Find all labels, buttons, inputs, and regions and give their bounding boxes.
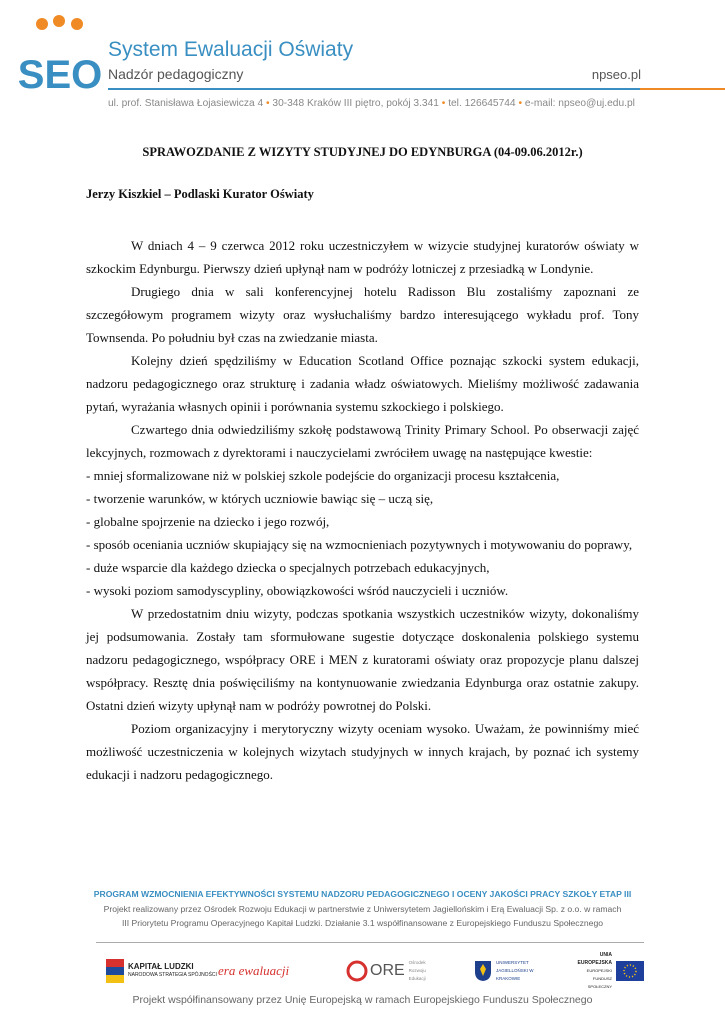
eu-flag-icon <box>616 961 644 981</box>
sponsor-logos <box>96 952 644 990</box>
ore-icon <box>346 960 368 982</box>
uj-logo <box>474 956 542 986</box>
footer-project-line2: III Priorytetu Programu Operacyjnego Kapitał Ludzki. Działanie 3.1 współfinansowane z Europejskiego Funduszu Społecznego <box>121 918 604 928</box>
contact-room: 30-348 Kraków III piętro, pokój 3.341 <box>272 98 439 109</box>
logo-text: SEO <box>17 53 103 97</box>
era-ewaluacji-text: era ewaluacji <box>218 963 290 978</box>
footer-divider <box>96 942 644 943</box>
era-ewaluacji-logo <box>218 956 289 986</box>
kapital-ludzki-subtext: NARODOWA STRATEGIA SPÓJNOŚCI <box>128 972 217 978</box>
contact-phone: tel. 126645744 <box>448 98 516 109</box>
paragraph: Czwartego dnia odwiedziliśmy szkołę podstawową Trinity Primary School. Po obserwacji zajęć lekcyjnych, rozmowach z dyrektorami i nauczycielami zwróciłem uwagę na następujące kwestie: <box>86 422 639 460</box>
footer-cofinanced: Projekt współfinansowany przez Unię Europejską w ramach Europejskiego Funduszu Społecznego <box>132 994 593 1006</box>
list-item: - tworzenie warunków, w których uczniowie bawiąc się – uczą się, <box>86 491 434 506</box>
document-title: SPRAWOZDANIE Z WIZYTY STUDYJNEJ DO EDYNBURGA (04-09.06.2012r.) <box>142 145 583 159</box>
ue-text: UNIA EUROPEJSKA <box>577 952 612 966</box>
seo-logo <box>17 14 103 97</box>
list-item: - duże wsparcie dla każdego dziecka o specjalnych potrzebach edukacyjnych, <box>86 560 490 575</box>
uj-crest-icon <box>474 960 492 982</box>
contact-email: e-mail: npseo@uj.edu.pl <box>524 98 635 109</box>
paragraph: Drugiego dnia w sali konferencyjnej hotelu Radisson Blu zostaliśmy zapoznani ze szczegółowym programem wizyty oraz wysłuchaliśmy bardzo interesującego wykładu prof. Tony Townsenda. Po południu był czas na zwiedzanie miasta. <box>86 284 639 345</box>
header-divider-accent <box>640 88 725 90</box>
footer-program: PROGRAM WZMOCNIENIA EFEKTYWNOŚCI SYSTEMU NADZORU PEDAGOGICZNEGO I OCENY JAKOŚCI PRACY SZKOŁY ETAP III <box>93 889 632 899</box>
kapital-ludzki-logo <box>106 956 217 986</box>
paragraph: Kolejny dzień spędziliśmy w Education Scotland Office poznając szkocki system edukacji, nadzoru pedagogicznego oraz strukturę i zadania władz oświatowych. Mieliśmy możliwość zadawania pytań, wyrażania własnych opinii i porównania systemu szkockiego i polskiego. <box>86 353 639 414</box>
contact-address: ul. prof. Stanisława Łojasiewicza 4 <box>108 98 264 109</box>
document-content <box>86 234 639 786</box>
uj-text: UNIWERSYTET JAGIELLOŃSKI W KRAKOWIE <box>496 960 534 981</box>
paragraph: Poziom organizacyjny i merytoryczny wizyty oceniam wysoko. Uważam, że powinniśmy mieć możliwość uczestniczenia w kolejnych wizytach studyjnych w innych krajach, by poznać ich systemy edukacji i nadzoru pedagogicznego. <box>86 721 639 782</box>
list-item: - sposób oceniania uczniów skupiający się na wzmocnieniach pozytywnych i motywowaniu do poprawy, <box>86 537 633 552</box>
ore-subtext: Ośrodek Rozwoju Edukacji <box>408 960 426 981</box>
contact-line: ul. prof. Stanisława Łojasiewicza 4 • 30-348 Kraków III piętro, pokój 3.341 • tel. 126645744 • e-mail: npseo@uj.edu.pl <box>108 98 635 109</box>
list-item: - wysoki poziom samodyscypliny, obowiązkowości wśród nauczycieli i uczniów. <box>86 583 509 598</box>
site-subtitle: Nadzór pedagogiczny <box>108 66 244 82</box>
site-title: System Ewaluacji Oświaty <box>108 38 354 61</box>
ue-subtext: EUROPEJSKI FUNDUSZ SPOŁECZNY <box>586 968 612 989</box>
unia-europejska-logo <box>568 952 644 989</box>
header-divider <box>108 88 640 90</box>
kapital-ludzki-text: KAPITAŁ LUDZKI <box>128 962 194 971</box>
site-url[interactable]: npseo.pl <box>591 67 641 82</box>
kapital-ludzki-icon <box>106 959 124 983</box>
paragraph: W dniach 4 – 9 czerwca 2012 roku uczestniczyłem w wizycie studyjnej kuratorów oświaty w szkockim Edynburgu. Pierwszy dzień upłynął nam w podróży lotniczej z przesiadką w Londynie. <box>86 238 639 276</box>
ore-logo <box>346 956 435 986</box>
list-item: - globalne spojrzenie na dziecko i jego rozwój, <box>86 514 330 529</box>
ore-text: ORE <box>370 962 405 979</box>
list-item: - mniej sformalizowane niż w polskiej szkole podejście do organizacji procesu kształcenia, <box>86 468 560 483</box>
footer-project-line1: Projekt realizowany przez Ośrodek Rozwoju Edukacji w partnerstwie z Uniwersytetem Jagiellońskim i Erą Ewaluacji Sp. z o.o. w ramach <box>103 904 622 914</box>
paragraph: W przedostatnim dniu wizyty, podczas spotkania wszystkich uczestników wizyty, dokonaliśmy jej podsumowania. Zostały tam sformułowane sugestie dotyczące doskonalenia polskiego systemu nadzoru pedagogicznego, współpracy ORE i MEN z kuratorami oświaty oraz propozycje planu dalszej współpracy. Resztę dnia poświęciliśmy na kontynuowanie zwiedzania Edynburga oraz ostatnie zakupy. Ostatni dzień wizyty upłynął nam w podróży powrotnej do Polski. <box>86 606 639 713</box>
document-author: Jerzy Kiszkiel – Podlaski Kurator Oświaty <box>86 187 314 201</box>
